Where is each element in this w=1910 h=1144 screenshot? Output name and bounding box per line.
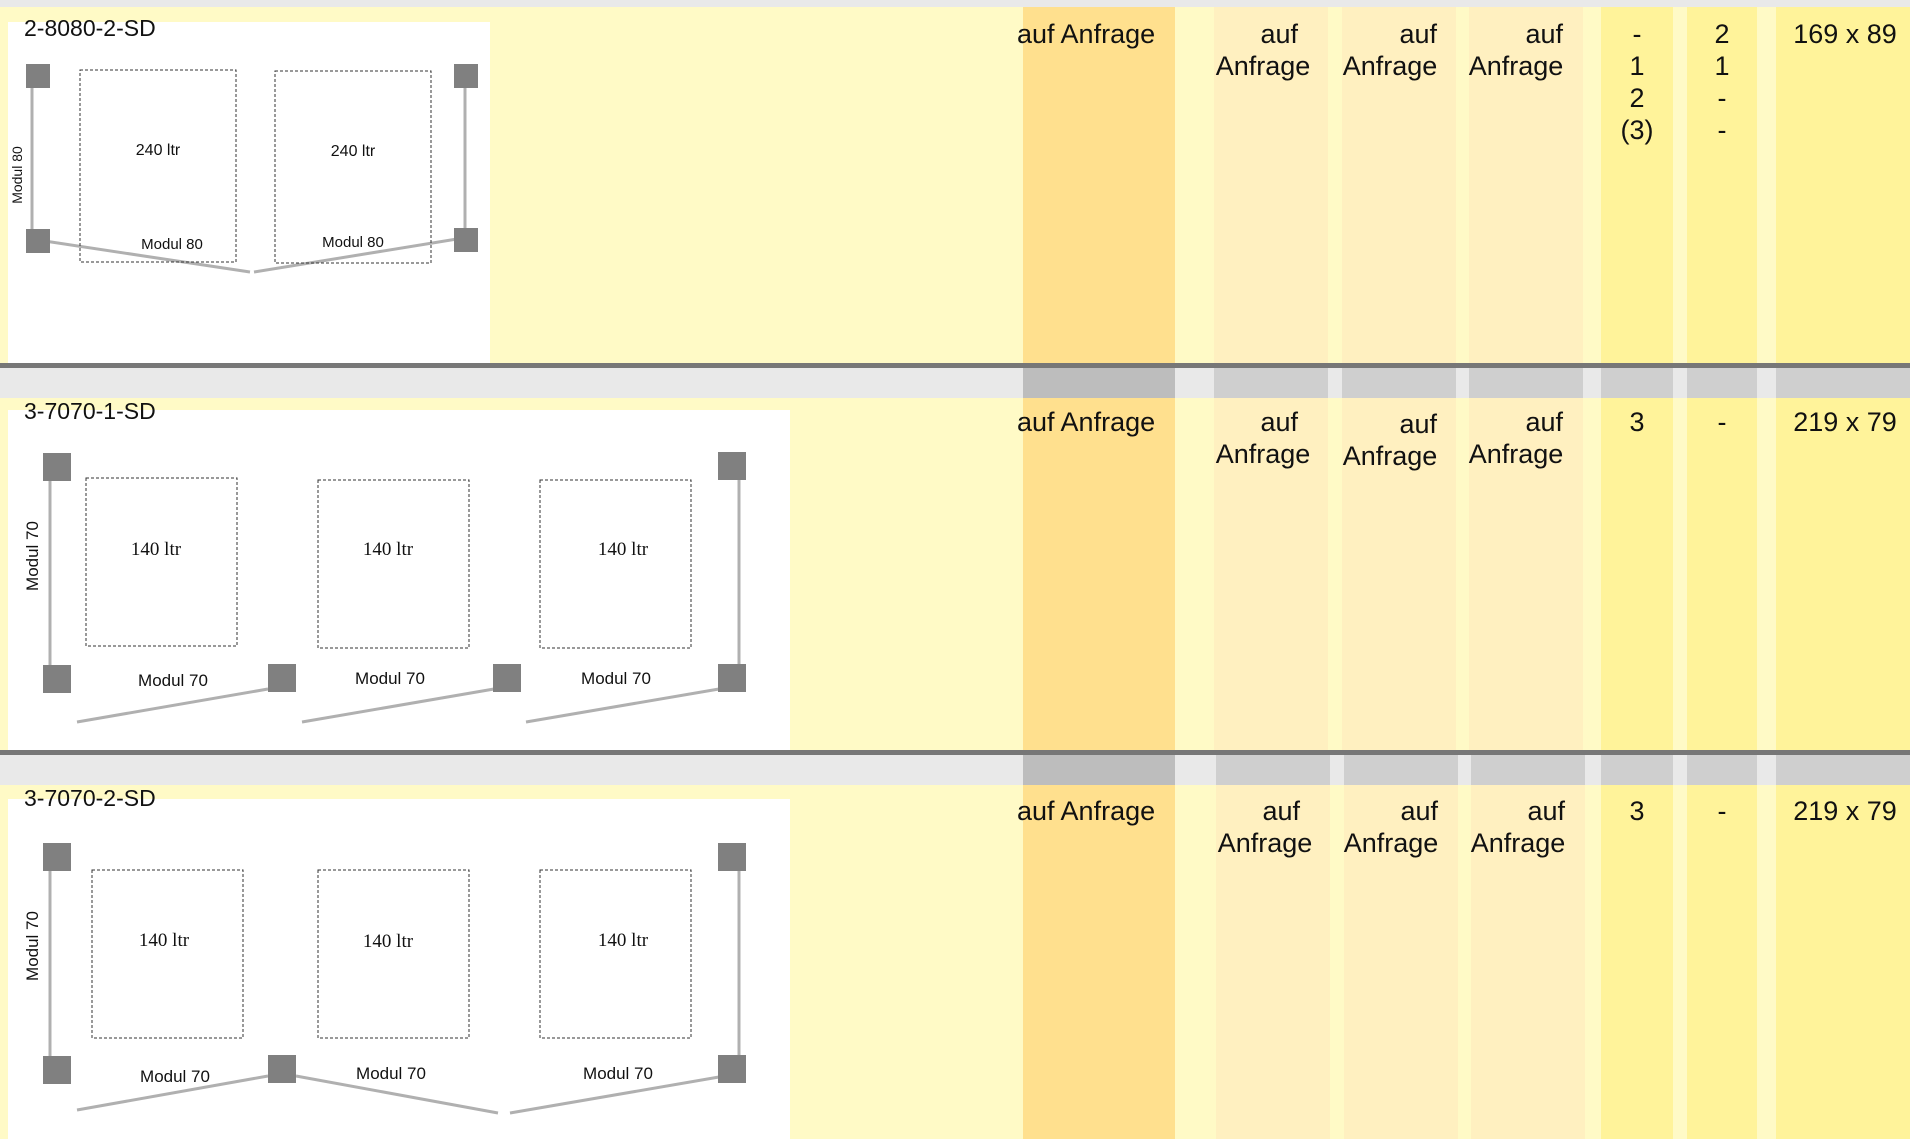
bin-slot [92,870,243,1038]
bottom-module-label: Modul 70 [581,669,651,688]
layout-diagram [8,22,490,363]
quantity-a: 3 [1629,407,1645,437]
qty-column-a [1601,398,1673,750]
layout-diagram-svg [8,22,490,363]
bin-slot [318,480,469,648]
post-icon [26,64,50,88]
dimensions: 219 x 79 [1793,407,1897,437]
bin-label: 140 ltr [597,539,649,560]
table-row [0,7,1910,363]
bottom-module-label: Modul 70 [140,1067,210,1086]
layout-diagram-svg [8,410,790,750]
product-code: 3-7070-2-SD [24,785,156,811]
bottom-module-label: Modul 70 [138,671,208,690]
side-module-label: Modul 80 [9,146,25,204]
price-column [1023,398,1175,750]
post-icon [268,1055,296,1083]
bottom-module-label: Modul 80 [322,234,384,251]
bin-label: 140 ltr [362,931,414,952]
bin-slot [540,480,691,648]
post-icon [43,843,71,871]
size-column [1776,7,1910,363]
quantity-b: 2 1 - - [1714,19,1730,145]
post-icon [454,228,478,252]
variant-price-2: auf Anfrage [1342,409,1438,471]
post-icon [43,1056,71,1084]
dimensions: 219 x 79 [1793,796,1897,826]
variant-price-1: auf Anfrage [1217,796,1313,858]
post-icon [43,453,71,481]
price: auf Anfrage [1017,796,1156,826]
variant-price-2: auf Anfrage [1342,19,1438,81]
variant-price-3: auf Anfrage [1468,407,1564,469]
post-icon [718,664,746,692]
qty-column-b [1687,785,1757,1139]
bin-slot [80,70,236,262]
bin-slot [540,870,691,1038]
bin-label: 140 ltr [597,930,649,951]
bottom-module-label: Modul 80 [141,236,203,253]
qty-column-b [1687,398,1757,750]
price: auf Anfrage [1017,19,1156,49]
quantity-a: - 1 2 (3) [1620,19,1654,145]
bin-slot [318,870,469,1038]
bin-label: 140 ltr [130,539,182,560]
variant-price-3: auf Anfrage [1468,19,1564,81]
variant-price-1: auf Anfrage [1215,19,1311,81]
bin-label: 240 ltr [135,142,181,159]
variant-price-3: auf Anfrage [1470,796,1566,858]
post-icon [718,452,746,480]
post-icon [454,64,478,88]
quantity-a: 3 [1629,796,1645,826]
bottom-module-label: Modul 70 [356,1064,426,1083]
side-module-label: Modul 70 [23,521,42,591]
bin-label: 240 ltr [330,143,376,160]
price-column [1023,785,1175,1139]
variant-price-1: auf Anfrage [1215,407,1311,469]
post-icon [43,665,71,693]
product-code: 3-7070-1-SD [24,398,156,424]
layout-diagram [8,410,790,750]
quantity-b: - [1717,796,1727,826]
bin-label: 140 ltr [138,930,190,951]
layout-diagram [8,799,790,1139]
bottom-module-label: Modul 70 [355,669,425,688]
post-icon [718,843,746,871]
price: auf Anfrage [1017,407,1156,437]
dimensions: 169 x 89 [1793,19,1897,49]
quantity-b: - [1717,407,1727,437]
bottom-module-label: Modul 70 [583,1064,653,1083]
variant-price-2: auf Anfrage [1343,796,1439,858]
size-column [1776,398,1910,750]
qty-column-a [1601,785,1673,1139]
row-separator [0,368,1910,398]
table-row [0,398,1910,750]
bin-label: 140 ltr [362,539,414,560]
size-column [1776,785,1910,1139]
bin-slot [86,478,237,646]
post-icon [268,664,296,692]
price-column [1023,7,1175,363]
post-icon [26,229,50,253]
product-code: 2-8080-2-SD [24,15,156,41]
post-icon [493,664,521,692]
row-separator [0,755,1910,785]
table-row [0,785,1910,1139]
post-icon [718,1055,746,1083]
side-module-label: Modul 70 [23,911,42,981]
layout-diagram-svg [8,799,790,1139]
top-strip [0,0,1910,7]
